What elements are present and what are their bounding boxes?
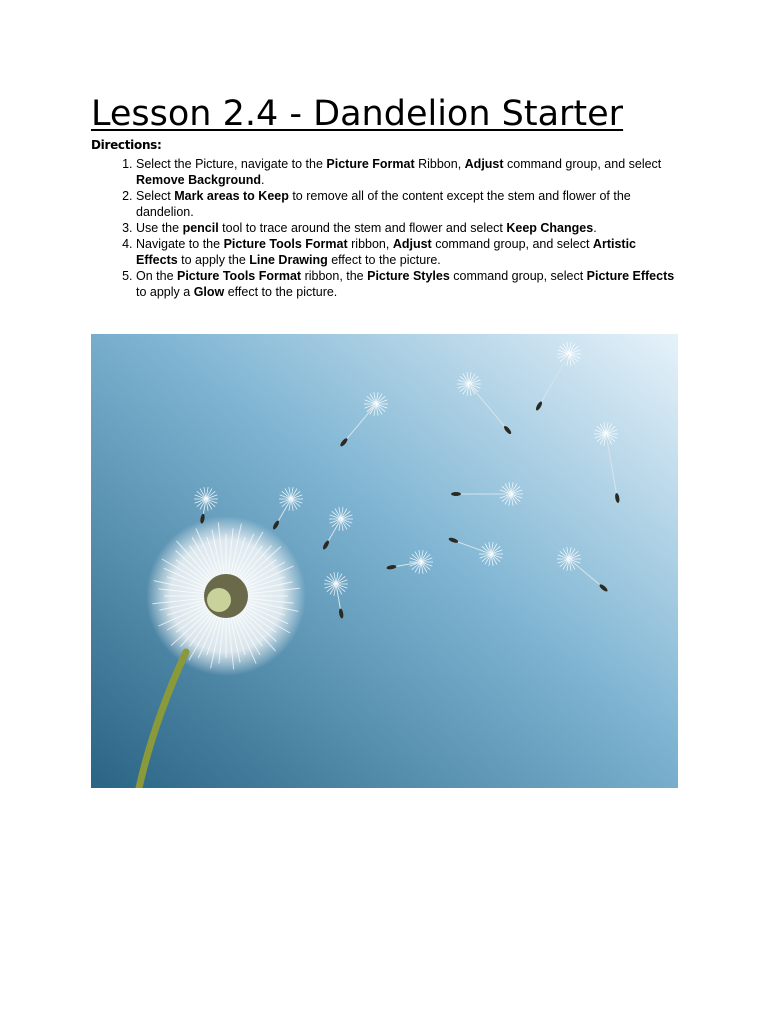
step-text: Select the Picture, navigate to the (136, 157, 327, 171)
direction-step (136, 236, 681, 268)
step-text: Select (136, 189, 175, 203)
directions-heading: Directions: (91, 138, 162, 152)
step-text: to remove all of the content except the stem and flower of the dandelion. (136, 189, 631, 219)
step-keyword: Line Drawing (249, 253, 328, 267)
step-keyword: Artistic Effects (136, 237, 636, 267)
step-text: ribbon, (347, 237, 393, 251)
step-text: On the (136, 269, 177, 283)
seed-head-bracts (207, 588, 231, 612)
step-text: ribbon, the (301, 269, 368, 283)
step-text: Navigate to the (136, 237, 224, 251)
step-text: command group, select (449, 269, 587, 283)
step-text: effect to the picture. (327, 253, 441, 267)
step-keyword: pencil (182, 221, 219, 235)
direction-step (136, 188, 681, 220)
step-text: to apply the (177, 253, 250, 267)
step-text: command group, and select (431, 237, 593, 251)
step-text: to apply a (136, 285, 194, 299)
direction-step (136, 156, 681, 188)
step-keyword: Picture Tools Format (177, 269, 302, 283)
step-keyword: Mark areas to Keep (174, 189, 289, 203)
step-keyword: Picture Effects (586, 269, 675, 283)
step-keyword: Glow (193, 285, 225, 299)
step-text: tool to trace around the stem and flower and select (218, 221, 507, 235)
step-keyword: Picture Styles (367, 269, 450, 283)
direction-step (136, 220, 681, 236)
step-keyword: Remove Background (136, 173, 262, 187)
page-title: Lesson 2.4 - Dandelion Starter (91, 94, 624, 134)
dandelion-seed-head (146, 516, 306, 676)
directions-list (91, 156, 681, 300)
step-keyword: Picture Tools Format (223, 237, 348, 251)
step-keyword: Adjust (392, 237, 432, 251)
step-keyword: Keep Changes (506, 221, 594, 235)
step-text: . (261, 173, 265, 187)
step-text: . (593, 221, 597, 235)
step-keyword: Picture Format (326, 157, 415, 171)
step-text: command group, and select (503, 157, 662, 171)
step-keyword: Adjust (464, 157, 504, 171)
step-text: Ribbon, (414, 157, 465, 171)
dandelion-picture[interactable] (91, 334, 678, 788)
dandelion-image (91, 334, 678, 788)
direction-step (136, 268, 681, 300)
step-text: Use the (136, 221, 183, 235)
step-text: effect to the picture. (224, 285, 338, 299)
